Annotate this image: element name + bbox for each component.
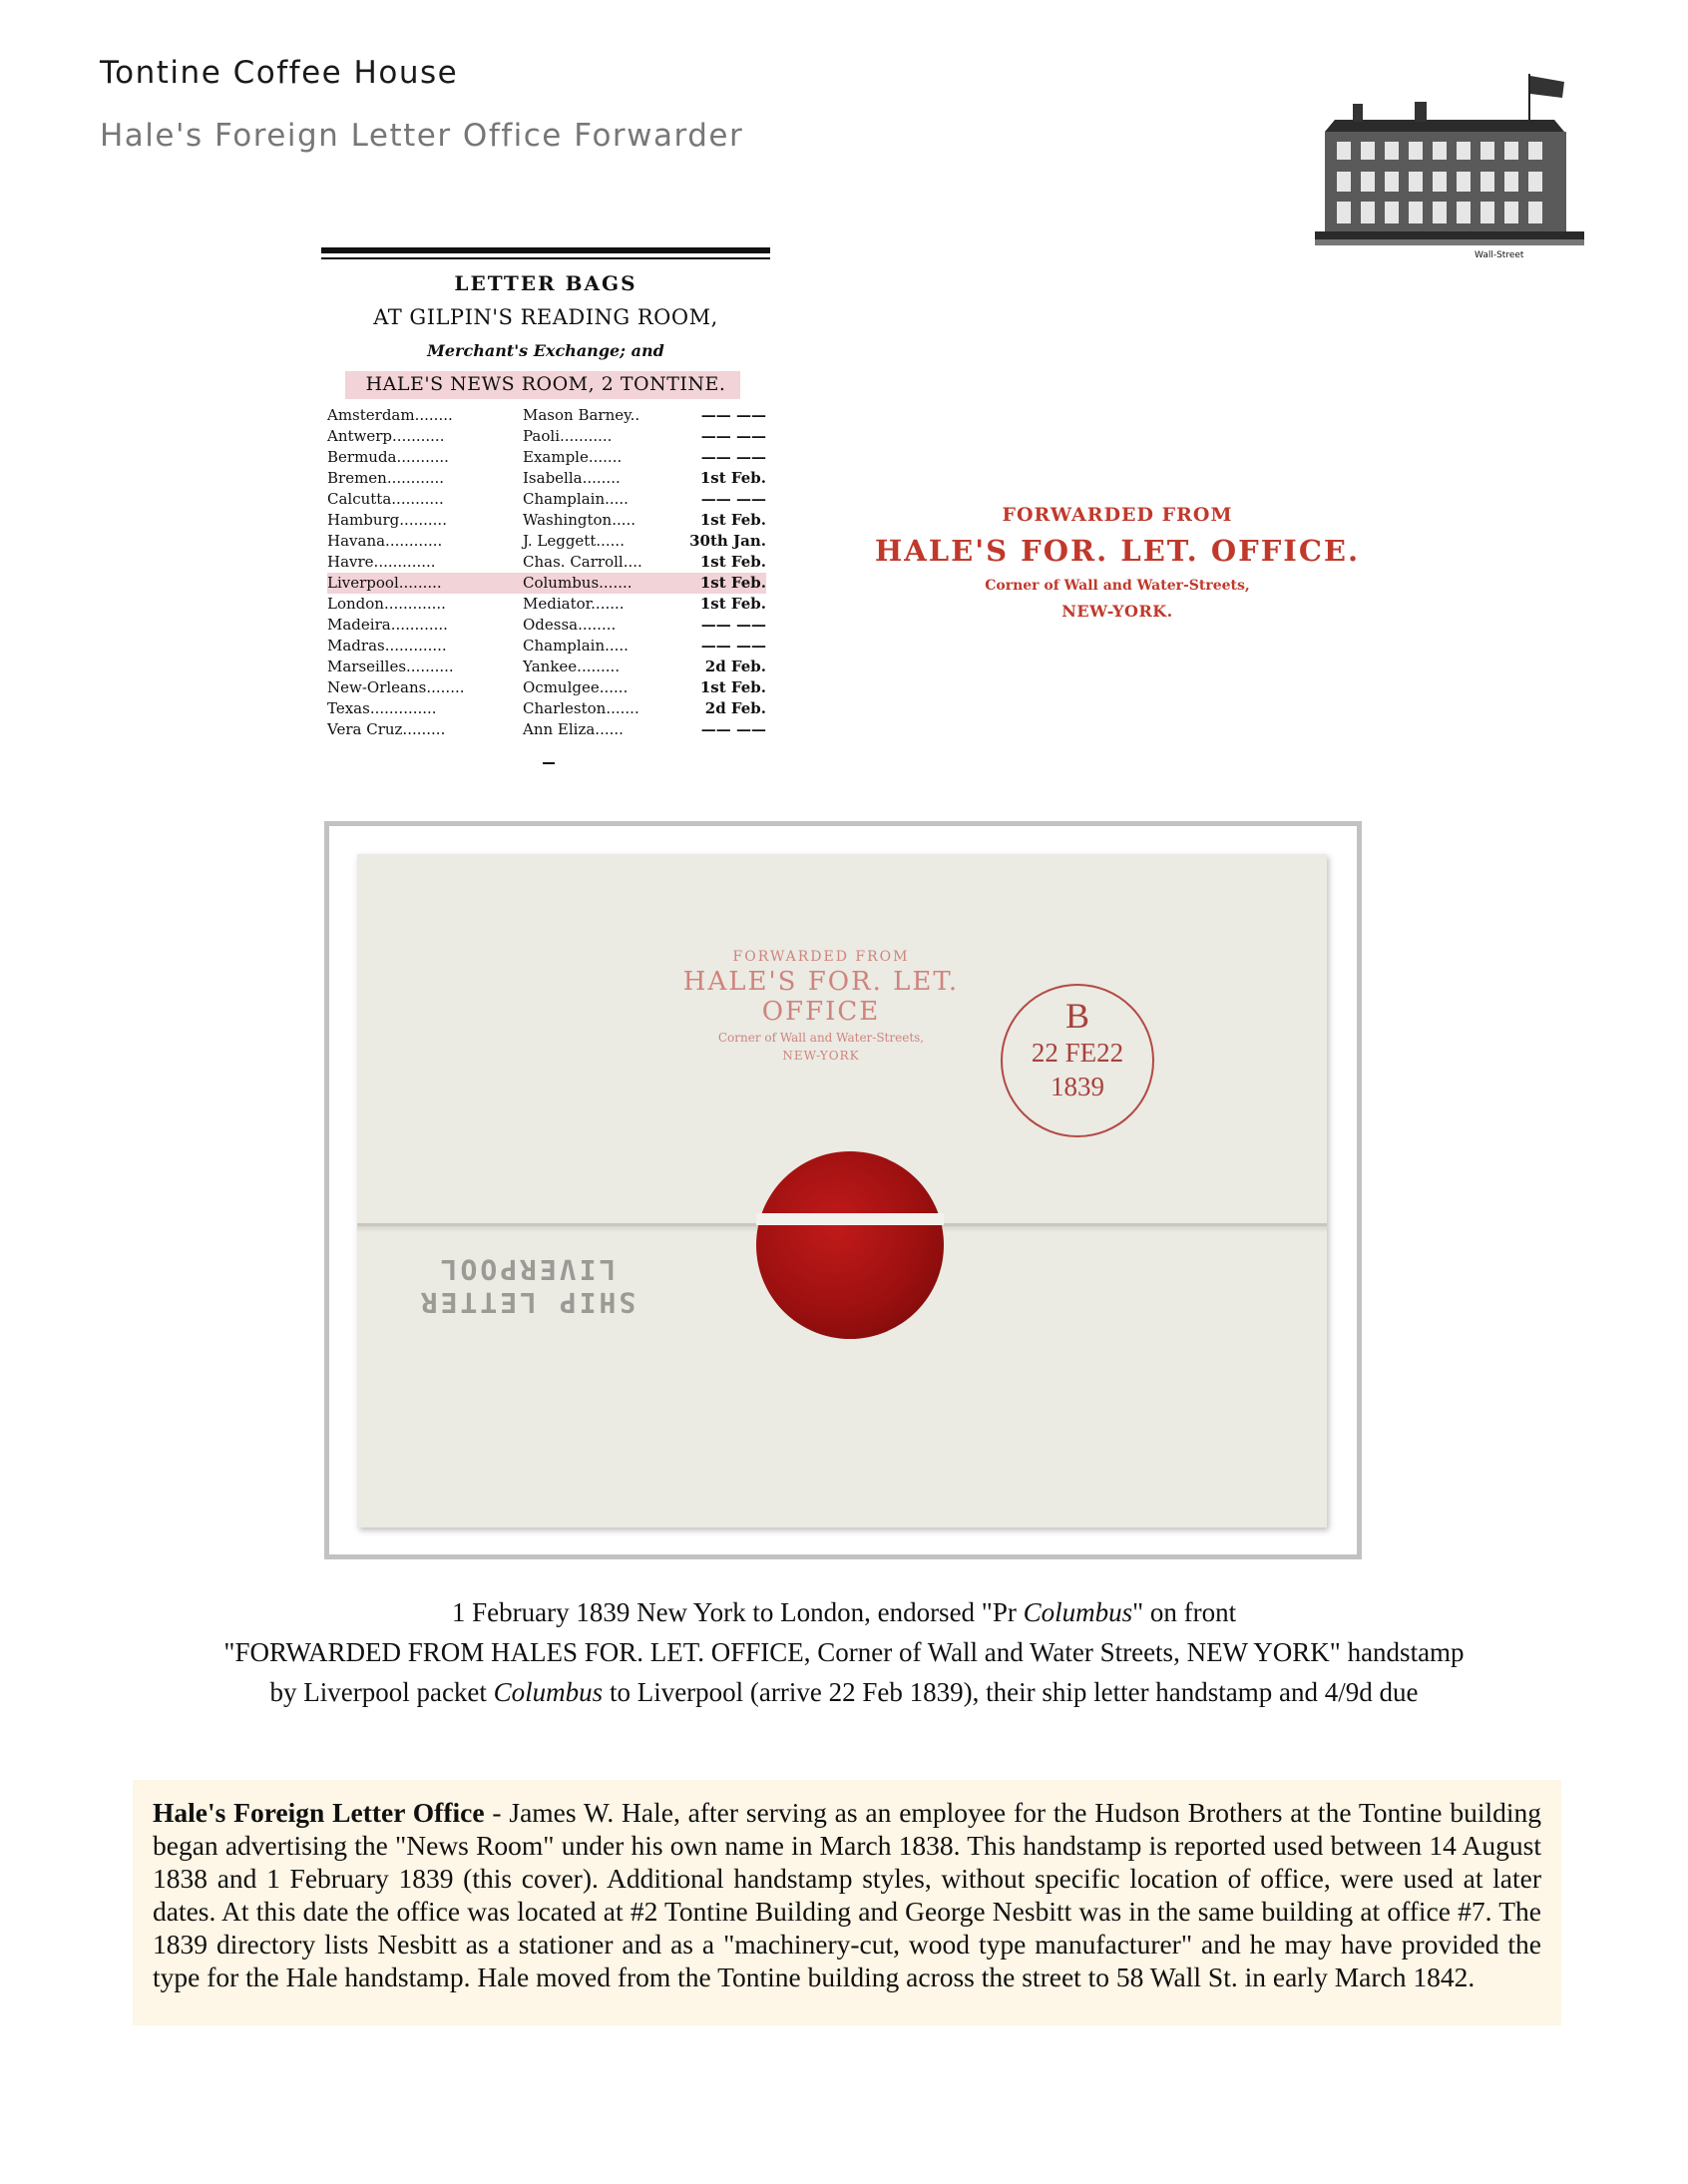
- port-name: Havre.............: [327, 553, 436, 571]
- cover-caption: [0, 1592, 1688, 1712]
- sail-date: 1st Feb.: [699, 511, 766, 529]
- handstamp-line-3: Corner of Wall and Water-Streets,: [985, 578, 1250, 594]
- list-item: [327, 489, 766, 510]
- sail-date: 1st Feb.: [699, 553, 766, 571]
- sail-date: 1st Feb.: [699, 574, 766, 592]
- sail-date: —— ——: [700, 637, 766, 655]
- ship-name: Mediator.......: [523, 595, 625, 613]
- wax-seal-split: [756, 1213, 944, 1225]
- caption-line-3-a: by Liverpool packet: [269, 1677, 494, 1707]
- description-body: - James W. Hale, after serving as an employee for the Hudson Brothers at the Tontine building began advertising the "News Room" under his own name in March 1838. This handstamp is reported used between 14 August 1838 and 1 February 1839 (this cover). Additional handstamp styles, without specific location of office, were used at later dates. At this date the office was located at #2 Tontine Building and George Nesbitt was in the same building at office #7. The 1839 directory lists Nesbitt as a stationer and as a "machinery-cut, wood type manufacturer" and he may have provided the type for the Hale handstamp. Hale moved from the Tontine building across the street to 58 Wall St. in early March 1842.: [153, 1797, 1541, 1992]
- clipping-top-rule: [321, 247, 770, 253]
- cover-photo-frame: [324, 821, 1362, 1559]
- sail-date: 1st Feb.: [699, 678, 766, 696]
- port-name: London.............: [327, 595, 446, 613]
- sail-date: —— ——: [700, 616, 766, 634]
- tontine-building-image: [1315, 62, 1584, 259]
- list-item: [327, 719, 766, 740]
- port-name: Texas..............: [327, 699, 437, 717]
- list-item: [327, 594, 766, 615]
- clipping-end-rule: [543, 762, 555, 764]
- caption-line-1-a: 1 February 1839 New York to London, endorsed "Pr: [451, 1597, 1024, 1627]
- port-name: Bermuda...........: [327, 448, 449, 466]
- caption-line-1-b: " on front: [1132, 1597, 1237, 1627]
- ship-name: Isabella........: [523, 469, 621, 487]
- sail-date: 1st Feb.: [699, 595, 766, 613]
- port-name: Antwerp...........: [327, 427, 445, 445]
- handstamp-line-1: FORWARDED FROM: [1002, 504, 1233, 526]
- newspaper-clipping: [321, 243, 770, 772]
- clipping-news-room: HALE'S NEWS ROOM, 2 TONTINE.: [365, 373, 726, 395]
- dater-letter: B: [1064, 996, 1089, 1036]
- sail-date: —— ——: [700, 448, 766, 466]
- list-item: [327, 447, 766, 468]
- ship-name: Yankee.........: [523, 657, 621, 675]
- port-name: Havana............: [327, 532, 443, 550]
- ship-name: Paoli...........: [523, 427, 613, 445]
- ship-name: Champlain.....: [523, 637, 629, 655]
- list-item: [327, 636, 766, 656]
- list-item: [327, 615, 766, 636]
- list-item: [327, 405, 766, 426]
- clipping-location: AT GILPIN'S READING ROOM,: [373, 305, 718, 329]
- caption-line-1: [0, 1592, 1688, 1632]
- handstamp-line-2: HALE'S FOR. LET. OFFICE.: [874, 534, 1361, 568]
- list-item: [327, 468, 766, 489]
- ship-name: Mason Barney..: [523, 406, 640, 424]
- cover-stamp-line-4: NEW-YORK: [782, 1049, 860, 1063]
- port-name: Liverpool.........: [327, 574, 442, 592]
- port-name: Madras.............: [327, 637, 447, 655]
- port-name: Amsterdam........: [327, 406, 453, 424]
- caption-ship-name: Columbus: [493, 1677, 604, 1707]
- port-name: New-Orleans........: [327, 678, 465, 696]
- caption-line-2: "FORWARDED FROM HALES FOR. LET. OFFICE, Corner of Wall and Water Streets, NEW YORK" handstamp: [223, 1637, 1465, 1667]
- cover-stamp-line-2: HALE'S FOR. LET. OFFICE: [682, 967, 960, 1027]
- description-lead: Hale's Foreign Letter Office: [153, 1797, 485, 1828]
- port-name: Marseilles..........: [327, 657, 454, 675]
- ship-name: Charleston.......: [523, 699, 639, 717]
- port-name: Madeira............: [327, 616, 448, 634]
- ship-name: Champlain.....: [523, 490, 629, 508]
- clipping-heading: LETTER BAGS: [454, 271, 637, 295]
- sail-date: 1st Feb.: [699, 469, 766, 487]
- caption-line-3: [0, 1672, 1688, 1712]
- list-item: [327, 656, 766, 677]
- ship-letter-handstamp: SHIP LETTER LIVERPOOL: [417, 1253, 636, 1319]
- list-item: [327, 698, 766, 719]
- list-item: [327, 531, 766, 552]
- street-sign-label: Wall-Street: [1475, 250, 1524, 259]
- description-box: [133, 1780, 1561, 2025]
- list-item: [327, 552, 766, 573]
- page-title: Tontine Coffee House: [100, 55, 459, 91]
- ship-name: Odessa........: [523, 616, 617, 634]
- ship-name: Washington.....: [523, 511, 636, 529]
- cover-handstamp: [656, 949, 986, 1063]
- sail-date: —— ——: [700, 490, 766, 508]
- clipping-exchange: Merchant's Exchange; and: [427, 341, 664, 360]
- page-subtitle: Hale's Foreign Letter Office Forwarder: [100, 118, 744, 154]
- clipping-top-rule-thin: [321, 257, 770, 259]
- sail-date: —— ——: [700, 720, 766, 738]
- list-item-highlighted: [327, 573, 766, 594]
- ship-name: Columbus.......: [523, 574, 633, 592]
- port-name: Vera Cruz.........: [327, 720, 446, 738]
- ship-name: Ann Eliza......: [523, 720, 624, 738]
- caption-line-3-b: to Liverpool (arrive 22 Feb 1839), their ship letter handstamp and 4/9d due: [603, 1677, 1419, 1707]
- sail-date: 2d Feb.: [704, 699, 766, 717]
- wax-seal: [756, 1151, 944, 1339]
- dater-year: 1839: [1051, 1072, 1104, 1101]
- dater-date: 22 FE22: [1031, 1038, 1124, 1068]
- sail-date: 2d Feb.: [704, 657, 766, 675]
- sail-date: —— ——: [700, 427, 766, 445]
- sail-date: —— ——: [700, 406, 766, 424]
- ship-name: Example.......: [523, 448, 623, 466]
- letter-bags-list: [327, 405, 766, 740]
- list-item: [327, 677, 766, 698]
- port-name: Calcutta...........: [327, 490, 444, 508]
- list-item: [327, 426, 766, 447]
- cover-stamp-line-3: Corner of Wall and Water-Streets,: [717, 1031, 925, 1045]
- handstamp-recreation: [858, 504, 1377, 621]
- liverpool-date-stamp: [1001, 984, 1154, 1137]
- ship-name: J. Leggett......: [523, 532, 625, 550]
- ship-name: Chas. Carroll....: [523, 553, 642, 571]
- cover-stamp-line-1: FORWARDED FROM: [732, 949, 910, 965]
- ship-name: Ocmulgee......: [523, 678, 629, 696]
- port-name: Hamburg..........: [327, 511, 447, 529]
- sail-date: 30th Jan.: [689, 532, 766, 550]
- list-item: [327, 510, 766, 531]
- port-name: Bremen............: [327, 469, 445, 487]
- folded-letter-cover: [357, 854, 1327, 1528]
- handstamp-line-4: NEW-YORK.: [1061, 602, 1173, 621]
- caption-ship-name: Columbus: [1023, 1597, 1133, 1627]
